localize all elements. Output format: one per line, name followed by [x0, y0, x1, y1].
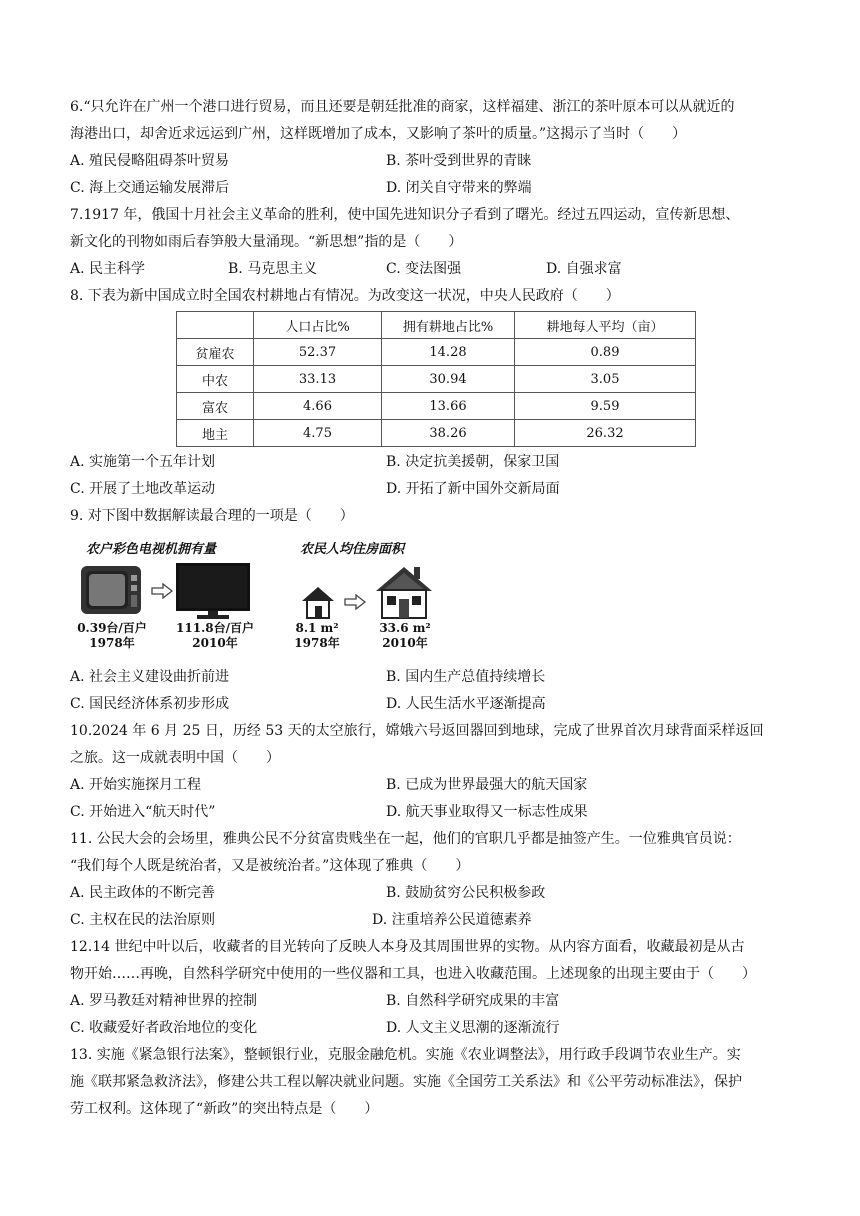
table-header-cell: 耕地每人平均（亩） [515, 312, 696, 339]
table-cell: 14.28 [382, 339, 515, 366]
q12-option-b: B. 自然科学研究成果的丰富 [386, 993, 560, 1009]
tv-1978-year: 1978年 [89, 636, 135, 650]
q12-option-d: D. 人文主义思潮的逐渐流行 [386, 1020, 560, 1036]
q12-option-a: A. 罗马教廷对精神世界的控制 [70, 993, 258, 1009]
small-house-icon [300, 585, 336, 619]
q8-option-a: A. 实施第一个五年计划 [70, 454, 216, 470]
table-row [177, 420, 696, 447]
housing-area-title: 农民人均住房面积 [300, 542, 405, 557]
table-header-cell: 人口占比% [254, 312, 382, 339]
tv-ownership-title: 农户彩色电视机拥有量 [86, 542, 217, 557]
house-1978-year: 1978年 [294, 636, 340, 650]
table-cell: 贫雇农 [177, 339, 254, 366]
arrow-right-icon [344, 594, 366, 610]
table-row [177, 366, 696, 393]
q8-option-c: C. 开展了土地改革运动 [70, 481, 216, 497]
q6-stem-line1: 6.“只允许在广州一个港口进行贸易，而且还要是朝廷批准的商家，这样福建、浙江的茶叶原本可以从就近的 [70, 99, 735, 115]
q9-stem: 9. 对下图中数据解读最合理的一项是（ ） [70, 508, 354, 524]
q10-stem-line2: 之旅。这一成就表明中国（ ） [70, 750, 280, 766]
table-cell: 30.94 [382, 366, 515, 393]
q13-stem-line2: 施《联邦紧急救济法》，修建公共工程以解决就业问题。实施《全国劳工关系法》和《公平劳动标准法》，保护 [70, 1074, 742, 1090]
table-cell: 52.37 [254, 339, 382, 366]
arrow-right-icon [151, 583, 173, 599]
flat-tv-icon [175, 562, 251, 620]
q10-option-a: A. 开始实施探月工程 [70, 777, 202, 793]
old-tv-icon [80, 565, 142, 617]
q11-stem-line1: 11. 公民大会的会场里，雅典公民不分贫富贵贱坐在一起，他们的官职几乎都是抽签产生。一位雅典官员说： [70, 831, 741, 847]
q7-option-d: D. 自强求富 [546, 261, 622, 277]
q13-stem-line3: 劳工权利。这体现了“新政”的突出特点是（ ） [70, 1101, 379, 1117]
q10-stem-line1: 10.2024 年 6 月 25 日，历经 53 天的太空旅行，嫦娥六号返回器回到地球，完成了世界首次月球背面采样返回 [70, 723, 764, 739]
table-row [177, 339, 696, 366]
q7-option-a: A. 民主科学 [70, 261, 146, 277]
table-cell: 4.75 [254, 420, 382, 447]
q10-option-d: D. 航天事业取得又一标志性成果 [386, 804, 588, 820]
land-ownership-table [176, 311, 696, 447]
q11-stem-line2: “我们每个人既是统治者，又是被统治者。”这体现了雅典（ ） [70, 858, 470, 874]
tv-1978-value: 0.39台/百户 [77, 621, 147, 635]
q12-stem-line2: 物开始……再晚，自然科学研究中使用的一些仪器和工具，也进入收藏范围。上述现象的出现主要由于（ ） [70, 966, 756, 982]
table-cell: 33.13 [254, 366, 382, 393]
q10-option-c: C. 开始进入“航天时代” [70, 804, 216, 820]
table-cell: 0.89 [515, 339, 696, 366]
q8-stem: 8. 下表为新中国成立时全国农村耕地占有情况。为改变这一状况，中央人民政府（ ） [70, 288, 620, 304]
house-2010-year: 2010年 [382, 636, 428, 650]
q9-option-a: A. 社会主义建设曲折前进 [70, 669, 230, 685]
q11-option-a: A. 民主政体的不断完善 [70, 885, 216, 901]
q11-option-d: D. 注重培养公民道德素养 [372, 912, 532, 928]
table-row [177, 393, 696, 420]
q9-option-b: B. 国内生产总值持续增长 [386, 669, 546, 685]
q10-option-b: B. 已成为世界最强大的航天国家 [386, 777, 588, 793]
table-header-row [177, 312, 696, 339]
q6-option-b: B. 茶叶受到世界的青睐 [386, 153, 532, 169]
q6-option-c: C. 海上交通运输发展滞后 [70, 180, 230, 196]
q7-stem-line2: 新文化的刊物如雨后春笋般大量涌现。“新思想”指的是（ ） [70, 234, 463, 250]
q6-option-d: D. 闭关自守带来的弊端 [386, 180, 532, 196]
q7-option-b: B. 马克思主义 [228, 261, 318, 277]
q7-option-c: C. 变法图强 [386, 261, 462, 277]
house-1978-value: 8.1 m² [295, 621, 339, 635]
q12-stem-line1: 12.14 世纪中叶以后，收藏者的目光转向了反映人本身及其周围世界的实物。从内容方面看，收藏最初是从古 [70, 939, 745, 955]
table-cell: 3.05 [515, 366, 696, 393]
q9-option-c: C. 国民经济体系初步形成 [70, 696, 230, 712]
table-cell: 38.26 [382, 420, 515, 447]
tv-2010-year: 2010年 [192, 636, 238, 650]
table-cell: 9.59 [515, 393, 696, 420]
table-header-cell: 拥有耕地占比% [382, 312, 515, 339]
q11-option-b: B. 鼓励贫穷公民积极参政 [386, 885, 546, 901]
table-cell: 13.66 [382, 393, 515, 420]
q8-option-b: B. 决定抗美援朝，保家卫国 [386, 454, 560, 470]
q9-option-d: D. 人民生活水平逐渐提高 [386, 696, 546, 712]
q11-option-c: C. 主权在民的法治原则 [70, 912, 216, 928]
table-header-cell [177, 312, 254, 339]
tv-2010-value: 111.8台/百户 [176, 621, 254, 635]
table-cell: 26.32 [515, 420, 696, 447]
table-cell: 4.66 [254, 393, 382, 420]
table-cell: 地主 [177, 420, 254, 447]
q8-option-d: D. 开拓了新中国外交新局面 [386, 481, 560, 497]
q13-stem-line1: 13. 实施《紧急银行法案》，整顿银行业，克服金融危机。实施《农业调整法》，用行政手段调节农业生产。实 [70, 1047, 741, 1063]
q7-stem-line1: 7.1917 年，俄国十月社会主义革命的胜利，使中国先进知识分子看到了曙光。经过五四运动，宣传新思想、 [70, 207, 740, 223]
q12-option-c: C. 收藏爱好者政治地位的变化 [70, 1020, 258, 1036]
large-house-icon [374, 563, 434, 619]
table-cell: 富农 [177, 393, 254, 420]
house-2010-value: 33.6 m² [379, 621, 431, 635]
table-cell: 中农 [177, 366, 254, 393]
living-standard-figure [72, 538, 452, 653]
q6-stem-line2: 海港出口，却舍近求远运到广州，这样既增加了成本，又影响了茶叶的质量。”这揭示了当时（ ） [70, 126, 687, 142]
q6-option-a: A. 殖民侵略阻碍茶叶贸易 [70, 153, 230, 169]
